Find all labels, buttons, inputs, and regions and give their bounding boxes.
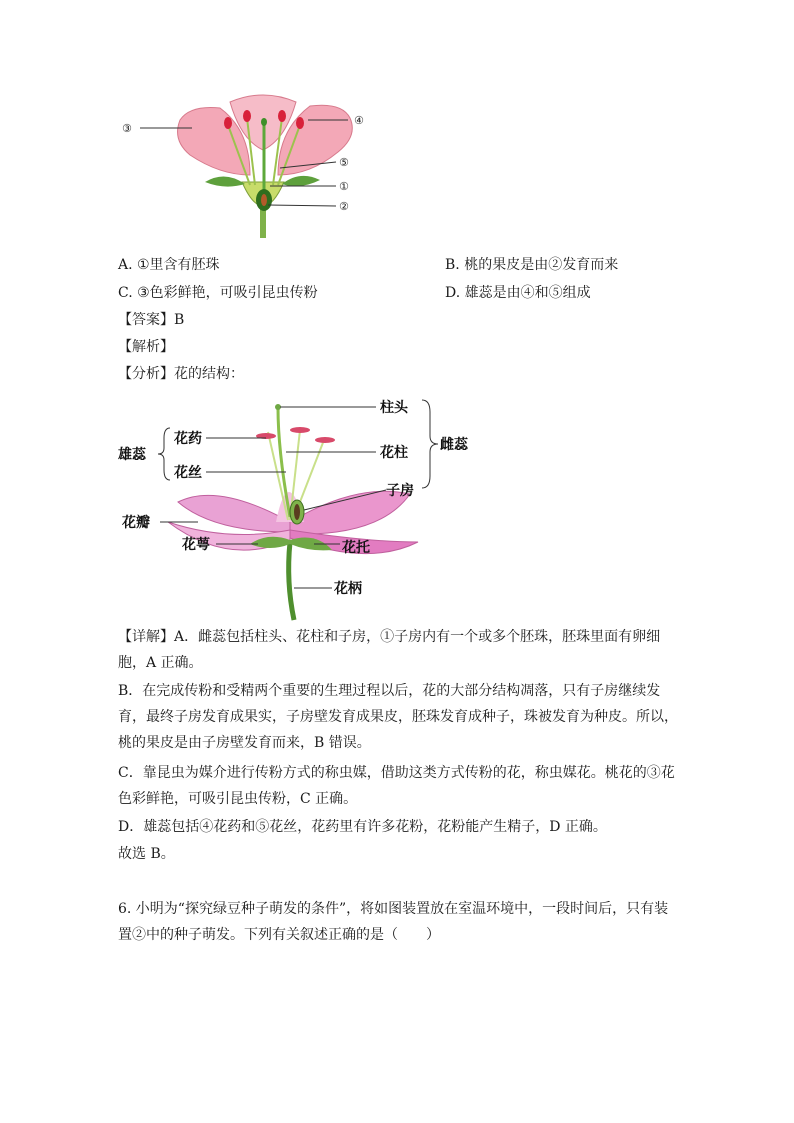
- peach-flower-figure: [110, 90, 370, 240]
- label-2: ②: [339, 200, 349, 213]
- detail-b: B．在完成传粉和受精两个重要的生理过程以后，花的大部分结构凋落，只有子房继续发育，最终子房发育成果实，子房壁发育成果皮，胚珠发育成种子，珠被发育为种皮。所以，桃的果皮是由子房壁发育而来，B 错误。: [118, 683, 678, 751]
- label-5: ⑤: [339, 156, 349, 169]
- analysis-intro: 【分析】花的结构：: [118, 366, 244, 382]
- option-b: B. 桃的果皮是由②发育而来: [445, 257, 619, 273]
- label-sepal: 花萼: [182, 537, 210, 553]
- analysis-heading: 【解析】: [118, 339, 174, 355]
- label-anther: 花药: [174, 431, 202, 447]
- conclusion: 故选 B。: [118, 846, 175, 862]
- detail-c: C．靠昆虫为媒介进行传粉方式的称虫媒，借助这类方式传粉的花，称虫媒花。桃花的③花色彩鲜艳，可吸引昆虫传粉，C 正确。: [118, 765, 675, 807]
- option-d: D. 雄蕊是由④和⑤组成: [445, 285, 591, 301]
- lily-structure-figure: [118, 392, 488, 622]
- label-stigma: 柱头: [380, 400, 408, 416]
- label-ovary: 子房: [386, 483, 414, 499]
- label-pedicel: 花柄: [334, 581, 362, 597]
- question-6: 6. 小明为“探究绿豆种子萌发的条件”，将如图装置放在室温环境中，一段时间后，只有装置②中的种子萌发。下列有关叙述正确的是（ ）: [118, 901, 669, 943]
- label-1: ①: [339, 180, 349, 193]
- label-4: ④: [354, 114, 364, 127]
- answer: 【答案】B: [118, 312, 185, 328]
- label-pistil: 雌蕊: [440, 437, 468, 453]
- option-a: A. ①里含有胚珠: [118, 257, 220, 273]
- detail-a: 【详解】A．雌蕊包括柱头、花柱和子房，①子房内有一个或多个胚珠，胚珠里面有卵细胞，A 正确。: [118, 629, 661, 671]
- detail-d: D．雄蕊包括④花药和⑤花丝，花药里有许多花粉，花粉能产生精子，D 正确。: [118, 819, 607, 835]
- label-style: 花柱: [380, 445, 408, 461]
- option-c: C. ③色彩鲜艳，可吸引昆虫传粉: [118, 285, 318, 301]
- label-petal: 花瓣: [122, 515, 150, 531]
- label-3: ③: [122, 122, 132, 135]
- label-filament: 花丝: [174, 465, 202, 481]
- label-receptacle: 花托: [342, 540, 370, 556]
- label-stamen: 雄蕊: [118, 447, 146, 463]
